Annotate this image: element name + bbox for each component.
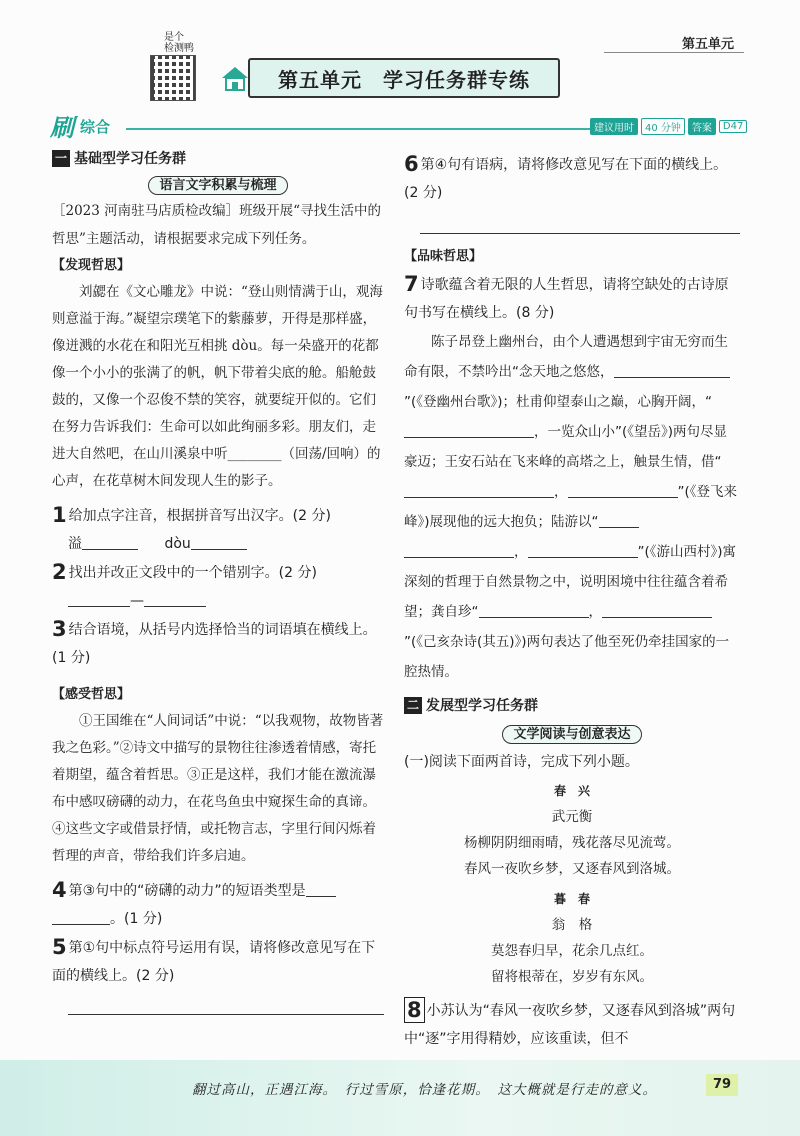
answer-blank[interactable]: [644, 363, 730, 378]
poem-title: 春 兴: [553, 784, 590, 798]
page-number: 79: [706, 1074, 738, 1096]
poem-title: 暮 春: [553, 892, 590, 906]
question-5: [52, 933, 384, 990]
passage: ①王国维在“人间词话”中说：“以我观物，故物皆著我之色彩。”②诗文中描写的景物往往渗透着情感，寄托着期望，蕴含着哲思。③正是这样，我们才能在激流瀑布中感叹磅礴的动力，在花鸟鱼虫中窥探生命的真谛。④这些文字或借景抒情，或托物言志，字里行间闪烁着哲理的声音，带给我们许多启迪。: [52, 713, 384, 864]
passage: 刘勰在《文心雕龙》中说：“登山则情满于山，观海则意溢于海。”凝望宗璞笔下的紫藤萝，开得是那样盛，像迸溅的水花在和阳光互相挑 dòu。每一朵盛开的花都像一个小小的张满了的帆，帆下带着尖底的舱。船舱鼓鼓的，又像一个忍俊不禁的笑容，就要绽开似的。它们在努力告诉我们：生命可以如此绚丽多彩。朋友们，走进大自然吧，在山川溪泉中听________（回荡/回响）的心声，在花草树木间发现人生的影子。: [52, 284, 383, 489]
answer-blank[interactable]: [52, 910, 110, 925]
char-label: 溢: [68, 536, 82, 552]
section-title: 发展型学习任务群: [426, 698, 538, 714]
answer-blank[interactable]: [404, 423, 534, 438]
poem-line: 杨柳阴阴细雨晴，残花落尽见流莺。: [464, 835, 680, 851]
poem-line: 春风一夜吹乡梦，又逐春风到洛城。: [464, 861, 680, 877]
question-number: 8: [404, 997, 425, 1023]
poem-1: [404, 778, 740, 882]
divider: [126, 128, 596, 130]
question-text: 小苏认为“春风一夜吹乡梦，又逐春风到洛城”两句中“逐”字用得精妙，应该重读，但不: [404, 1003, 736, 1047]
section-number: 二: [404, 697, 422, 714]
section-heading: [52, 148, 384, 168]
house-icon: [220, 64, 250, 92]
poem-line: 留将根蒂在，岁岁有东风。: [491, 969, 653, 985]
answer-blank[interactable]: [602, 603, 712, 618]
answer-blank[interactable]: [599, 513, 639, 528]
subheading: 【感受哲思】: [52, 687, 131, 702]
fill-passage: [404, 327, 740, 687]
suggest-time: 40 分钟: [641, 118, 685, 135]
passage-text: 陈子昂登上幽州台，由个人遭遇想到宇宙无穷而生命有限，不禁吟出“念天地之悠悠，: [404, 334, 728, 380]
left-column: [52, 148, 384, 1015]
passage-text: ”(《登幽州台歌》)；杜甫仰望泰山之巅，心胸开阔，“: [404, 394, 713, 410]
question-8: [404, 996, 740, 1053]
passage-text: ”(《登飞来峰》)展现他的远大抱负；陆游以“: [404, 484, 738, 530]
page-title: 第五单元 学习任务群专练: [248, 58, 560, 98]
poem-2: [404, 886, 740, 990]
time-suggestion: [590, 118, 747, 135]
question-number: 1: [52, 503, 67, 527]
subheading: 【品味哲思】: [404, 249, 483, 264]
suggest-label: 建议用时: [590, 118, 638, 135]
question-text: 。(1 分): [110, 911, 163, 927]
question-4: [52, 876, 384, 933]
answer-blank[interactable]: [191, 535, 247, 550]
question-text: 第④句有语病，请将修改意见写在下面的横线上。(2 分): [404, 157, 728, 201]
subheading: 【发现哲思】: [52, 258, 131, 273]
answer-row: [52, 530, 384, 558]
question-6: [404, 150, 740, 207]
answer-blank[interactable]: [514, 483, 554, 498]
question-number: 3: [52, 617, 67, 641]
question-number: 2: [52, 560, 67, 584]
right-column: [404, 150, 740, 1053]
answer-page: D47: [719, 120, 747, 133]
section-number: 一: [52, 150, 70, 167]
reading-intro: (一)阅读下面两首诗，完成下列小题。: [404, 754, 639, 770]
answer-blank[interactable]: [568, 483, 678, 498]
question-number: 6: [404, 152, 419, 176]
answer-label: 答案: [688, 118, 716, 135]
answer-blank[interactable]: [614, 363, 644, 378]
question-2: [52, 558, 384, 587]
qr-code[interactable]: [150, 55, 196, 101]
passage-text: ”(《游山西村》)寓深刻的哲理于自然景物之中，说明困境中往往蕴含着希望；龚自珍“: [404, 544, 737, 620]
answer-blank[interactable]: [528, 543, 638, 558]
question-text: 诗歌蕴含着无限的人生哲思，请将空缺处的古诗原句书写在横线上。(8 分): [404, 277, 729, 321]
answer-blank[interactable]: [479, 603, 589, 618]
footer-band: [0, 1060, 800, 1136]
intro-text: ［2023 河南驻马店质检改编］班级开展“寻找生活中的哲思”主题活动，请根据要求完成下列任务。: [52, 203, 382, 247]
answer-blank[interactable]: [82, 535, 138, 550]
passage-text: ，: [588, 604, 602, 620]
question-1: [52, 501, 384, 530]
passage-text: ，: [514, 544, 528, 560]
answer-blank[interactable]: [68, 592, 130, 607]
passage-text: (《己亥杂诗(其五)》)两句表达了他至死仍牵挂国家的一腔热情。: [404, 634, 730, 680]
qr-label: 是个 检测鸭: [164, 32, 194, 54]
poem-author: 翁 格: [551, 917, 593, 933]
question-7: [404, 270, 740, 327]
section-heading: [404, 695, 740, 715]
answer-blank[interactable]: [144, 592, 206, 607]
pinyin-label: dòu: [164, 536, 191, 552]
topic-pill: 文学阅读与创意表达: [502, 725, 641, 744]
question-number: 5: [52, 935, 67, 959]
answer-row: [52, 587, 384, 615]
divider: [604, 52, 744, 53]
passage-text: ”: [404, 634, 411, 650]
separator: —: [130, 593, 144, 609]
question-text: 第③句中的“磅礴的动力”的短语类型是: [68, 883, 306, 899]
question-text: 结合语境，从括号内选择恰当的词语填在横线上。(1 分): [52, 622, 377, 666]
section-title: 基础型学习任务群: [74, 151, 186, 167]
poem-line: 莫怨春归早，花余几点红。: [491, 943, 653, 959]
question-number: 4: [52, 878, 67, 902]
question-number: 7: [404, 272, 419, 296]
question-3: [52, 615, 384, 672]
unit-tag: 第五单元: [681, 37, 734, 52]
section-label: 综合: [80, 118, 111, 136]
answer-blank[interactable]: [404, 483, 514, 498]
passage-text: ，一览众山小”(《望岳》)两句尽显豪迈；王安石站在飞来峰的高塔之上，触景生情，借“: [404, 424, 728, 470]
poem-author: 武元衡: [551, 809, 593, 825]
question-text: 找出并改正文段中的一个错别字。(2 分): [68, 565, 317, 581]
question-text: 第①句中标点符号运用有误，请将修改意见写在下面的横线上。(2 分): [52, 940, 376, 984]
answer-line[interactable]: [420, 233, 740, 234]
answer-line[interactable]: [68, 1014, 384, 1015]
shua-logo: 刷: [50, 114, 74, 142]
answer-blank[interactable]: [306, 882, 336, 897]
question-text: 给加点字注音，根据拼音写出汉字。(2 分): [68, 508, 331, 524]
footer-motto: 翻过高山，正遇江海。 行过雪原，恰逢花期。 这大概就是行走的意义。: [192, 1082, 657, 1098]
answer-blank[interactable]: [404, 543, 514, 558]
passage-text: ，: [554, 484, 568, 500]
topic-pill: 语言文字积累与梳理: [148, 176, 287, 195]
